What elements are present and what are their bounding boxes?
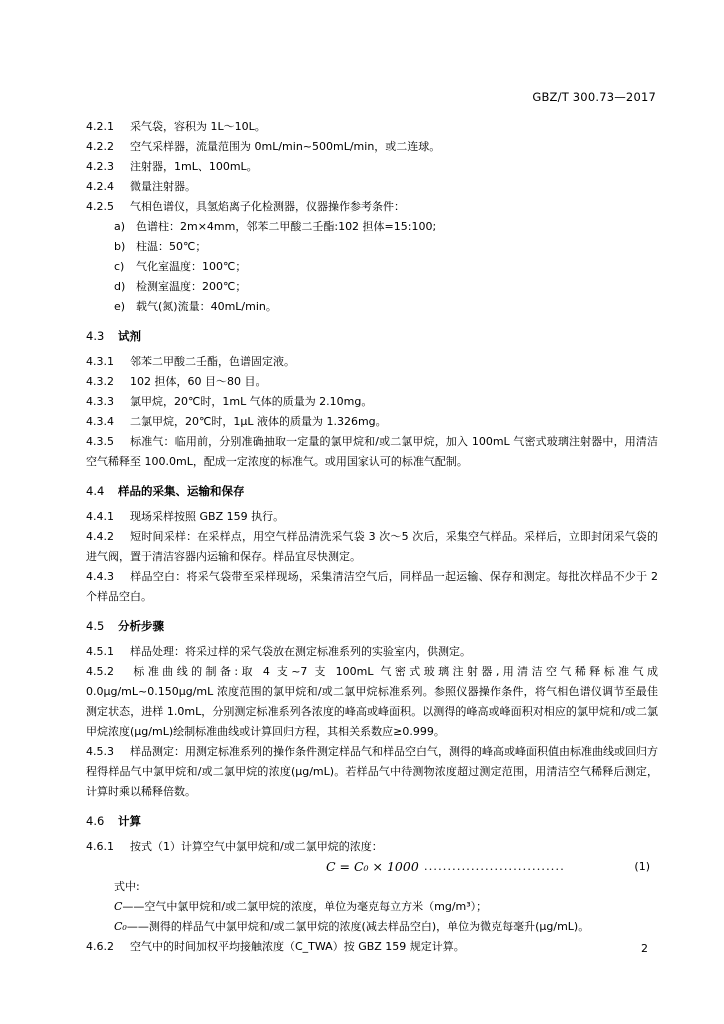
- clause-4-4-1: 4.4.1 现场采样按照 GBZ 159 执行。: [86, 510, 285, 523]
- condition-e: e) 载气(氮)流量：40mL/min。: [114, 300, 277, 313]
- clause-4-3-5: 4.3.5 标准气：临用前，分别准确抽取一定量的氯甲烷和/或二氯甲烷，加入 100mL 气密式玻璃注射器中，用清洁空气稀释至 100.0mL，配成一定浓度的标准气。或用国家认可的标准气配制。: [86, 435, 658, 468]
- clause-4-5-1: 4.5.1 样品处理：将采过样的采气袋放在测定标准系列的实验室内，供测定。: [86, 645, 471, 658]
- section-heading-4-4: 4.4 样品的采集、运输和保存: [86, 484, 245, 498]
- clause-4-3-4: 4.3.4 二氯甲烷，20℃时，1μL 液体的质量为 1.326mg。: [86, 415, 387, 428]
- definition-c0: C₀——测得的样品气中氯甲烷和/或二氯甲烷的浓度(减去样品空白)，单位为微克每毫升(μg/mL)。: [114, 920, 590, 933]
- section-heading-4-6: 4.6 计算: [86, 814, 141, 828]
- clause-4-2-2: 4.2.2 空气采样器，流量范围为 0mL/min~500mL/min，或二连球。: [86, 140, 441, 153]
- clause-4-3-2: 4.3.2 102 担体，60 目～80 目。: [86, 375, 267, 388]
- condition-c: c) 气化室温度：100℃；: [114, 260, 247, 273]
- condition-a: a) 色谱柱：2m×4mm，邻苯二甲酸二壬酯:102 担体=15:100;: [114, 220, 437, 233]
- standard-number: GBZ/T 300.73—2017: [532, 90, 656, 104]
- clause-4-2-1: 4.2.1 采气袋，容积为 1L～10L。: [86, 120, 266, 133]
- page-number: 2: [641, 942, 648, 955]
- clause-4-2-5: 4.2.5 气相色谱仪，具氢焰离子化检测器，仪器操作参考条件：: [86, 200, 405, 213]
- document-body: [86, 117, 658, 957]
- condition-d: d) 检测室温度：200℃；: [114, 280, 247, 293]
- where-label: 式中:: [114, 880, 140, 893]
- clause-4-4-2: 4.4.2 短时间采样：在采样点，用空气样品清洗采气袋 3 次～5 次后，采集空气样品。采样后，立即封闭采气袋的进气阀，置于清洁容器内运输和保存。样品宜尽快测定。: [86, 530, 658, 563]
- clause-4-5-2: 4.5.2 标准曲线的制备:取 4 支~7 支 100mL 气密式玻璃注射器,用清洁空气稀释标准气成 0.0μg/mL~0.150μg/mL 浓度范围的氯甲烷和/或二氯甲烷标准系列。参照仪器操作条件，将气相色谱仪调节至最佳测定状态，进样 1.0mL，分别测定标准系列各浓度的峰高或峰面积。以测得的峰高或峰面积对相应的氯甲烷和/或二氯甲烷浓度(μg/mL)绘制标准曲线或计算回归方程，其相关系数应≥0.999。: [86, 665, 658, 738]
- clause-4-3-1: 4.3.1 邻苯二甲酸二壬酯，色谱固定液。: [86, 355, 295, 368]
- clause-4-6-2: 4.6.2 空气中的时间加权平均接触浓度（C_TWA）按 GBZ 159 规定计算。: [86, 940, 465, 953]
- clause-4-2-4: 4.2.4 微量注射器。: [86, 180, 196, 193]
- formula-leader-dots: ..............................: [424, 860, 565, 873]
- clause-4-3-3: 4.3.3 氯甲烷，20℃时，1mL 气体的质量为 2.10mg。: [86, 395, 373, 408]
- section-heading-4-5: 4.5 分析步骤: [86, 619, 164, 633]
- formula-expression: C = C₀ × 1000: [326, 859, 419, 874]
- clause-4-5-3: 4.5.3 样品测定：用测定标准系列的操作条件测定样品气和样品空白气，测得的峰高或峰面积值由标准曲线或回归方程得样品气中氯甲烷和/或二氯甲烷的浓度(μg/mL)。若样品气中待测物浓度超过测定范围，用清洁空气稀释后测定，计算时乘以稀释倍数。: [86, 745, 658, 798]
- section-heading-4-3: 4.3 试剂: [86, 329, 141, 343]
- equation-number: (1): [634, 860, 650, 873]
- clause-4-4-3: 4.4.3 样品空白：将采气袋带至采样现场，采集清洁空气后，同样品一起运输、保存和测定。每批次样品不少于 2 个样品空白。: [86, 570, 658, 603]
- condition-b: b) 柱温：50℃；: [114, 240, 207, 253]
- clause-4-6-1: 4.6.1 按式（1）计算空气中氯甲烷和/或二氯甲烷的浓度：: [86, 840, 383, 853]
- clause-4-2-3: 4.2.3 注射器，1mL、100mL。: [86, 160, 258, 173]
- formula-1: [86, 857, 658, 877]
- definition-c: C——空气中氯甲烷和/或二氯甲烷的浓度，单位为毫克每立方米（mg/m³）；: [114, 900, 488, 913]
